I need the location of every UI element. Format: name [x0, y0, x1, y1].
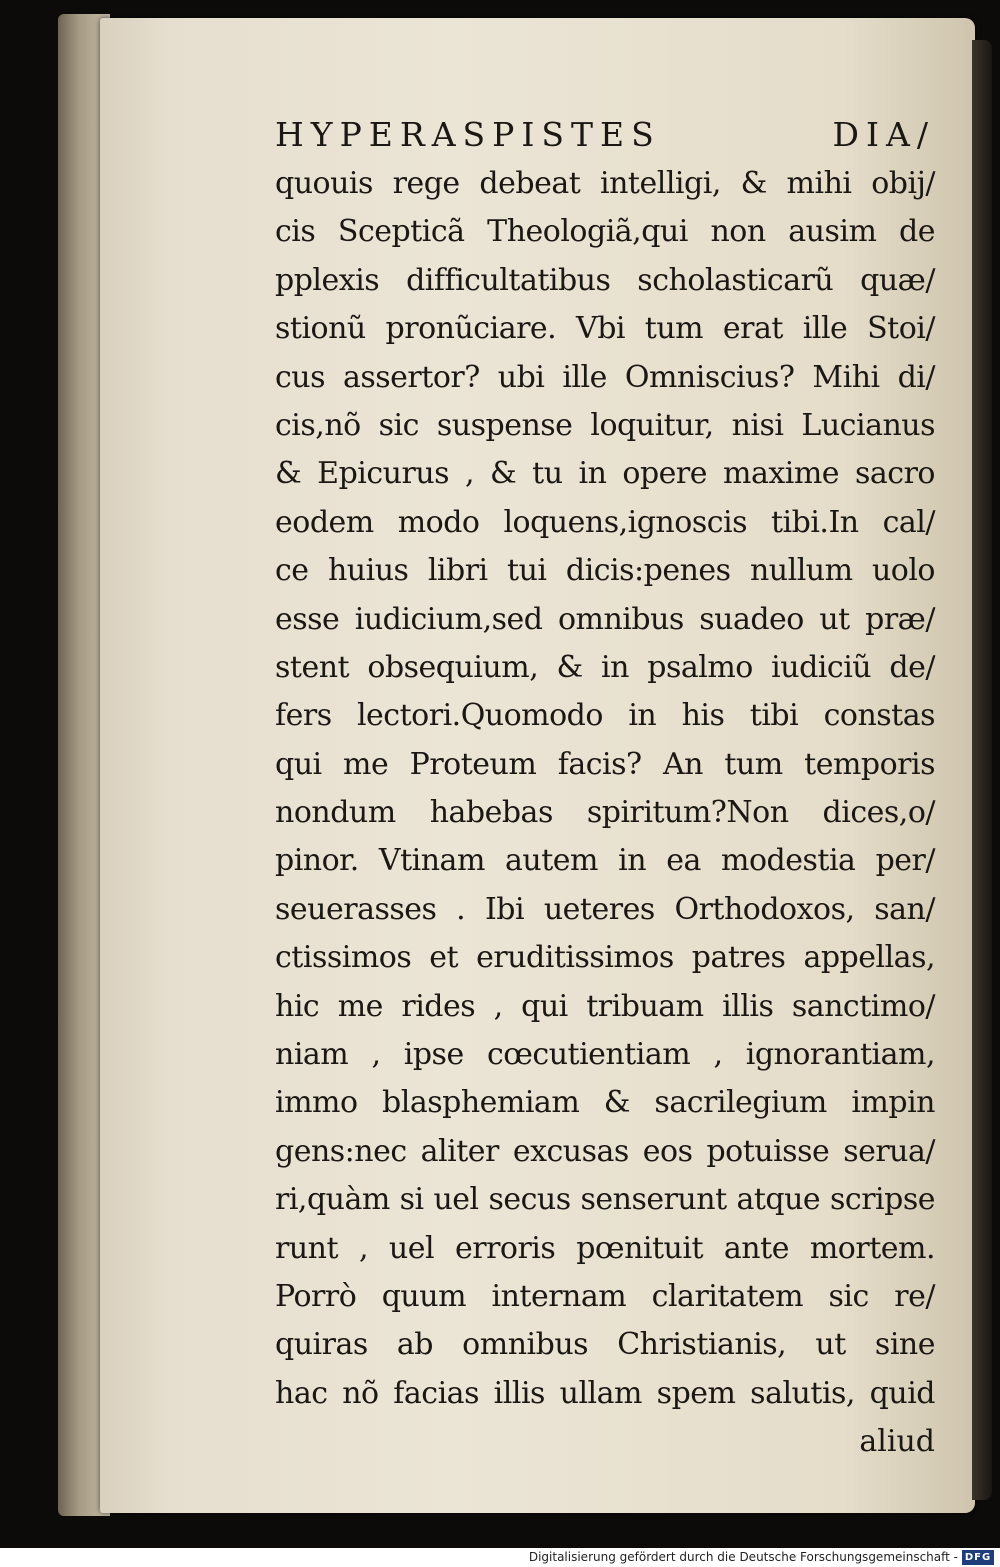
text-line: immo blasphemiam & sacrilegium impin: [275, 1085, 935, 1121]
text-line: qui me Proteum facis? An tum temporis: [275, 746, 935, 782]
text-line: Porrò quum internam claritatem sic re/: [275, 1278, 935, 1314]
text-line: niam , ipse cœcutientiam , ignorantiam,: [275, 1037, 935, 1073]
catchword: aliud: [859, 1424, 935, 1460]
text-line: pplexis difficultatibus scholasticarũ quæ/: [275, 262, 935, 298]
text-line: ctissimos et eruditissimos patres appellas,: [275, 940, 935, 976]
digitization-footer: [0, 1548, 1000, 1567]
text-line: cis Scepticã Theologiã,qui non ausim de: [275, 214, 935, 250]
text-line: fers lectori.Quomodo in his tibi constas: [275, 698, 935, 734]
text-line: & Epicurus , & tu in opere maxime sacro: [275, 456, 935, 492]
running-head: HYPERASPISTES DIA/: [275, 115, 935, 154]
text-line: hac nõ facias illis ullam spem salutis, quid: [275, 1375, 935, 1411]
text-line: stionũ pronũciare. Vbi tum erat ille Stoi/: [275, 311, 935, 347]
text-line: cis,nõ sic suspense loquitur, nisi Lucianus: [275, 407, 935, 443]
text-line: quouis rege debeat intelligi, & mihi obij/: [275, 166, 935, 201]
text-line: cus assertor? ubi ille Omniscius? Mihi di/: [275, 359, 935, 395]
text-line: quiras ab omnibus Christianis, ut sine: [275, 1327, 935, 1363]
text-line: ri,quàm si uel secus senserunt atque scripse: [275, 1182, 935, 1218]
text-line: eodem modo loquens,ignoscis tibi.In cal/: [275, 504, 935, 540]
text-line: stent obsequium, & in psalmo iudiciũ de/: [275, 649, 935, 685]
dfg-logo: DFG: [962, 1550, 994, 1565]
text-block: [275, 110, 935, 1466]
page-gutter-shadow: [972, 40, 992, 1500]
text-line: nondum habebas spiritum?Non dices,o/: [275, 795, 935, 831]
text-line: gens:nec aliter excusas eos potuisse serua/: [275, 1133, 935, 1169]
text-line: hic me rides , qui tribuam illis sanctimo/: [275, 988, 935, 1024]
funding-credit: Digitalisierung gefördert durch die Deutsche Forschungsgemeinschaft -: [528, 1550, 958, 1564]
text-line: seuerasses . Ibi ueteres Orthodoxos, san/: [275, 891, 935, 927]
text-line: esse iudicium,sed omnibus suadeo ut præ/: [275, 601, 935, 637]
text-line: ce huius libri tui dicis:penes nullum uolo: [275, 553, 935, 589]
text-line: runt , uel erroris pœnituit ante mortem.: [275, 1230, 935, 1266]
text-line: pinor. Vtinam autem in ea modestia per/: [275, 843, 935, 879]
